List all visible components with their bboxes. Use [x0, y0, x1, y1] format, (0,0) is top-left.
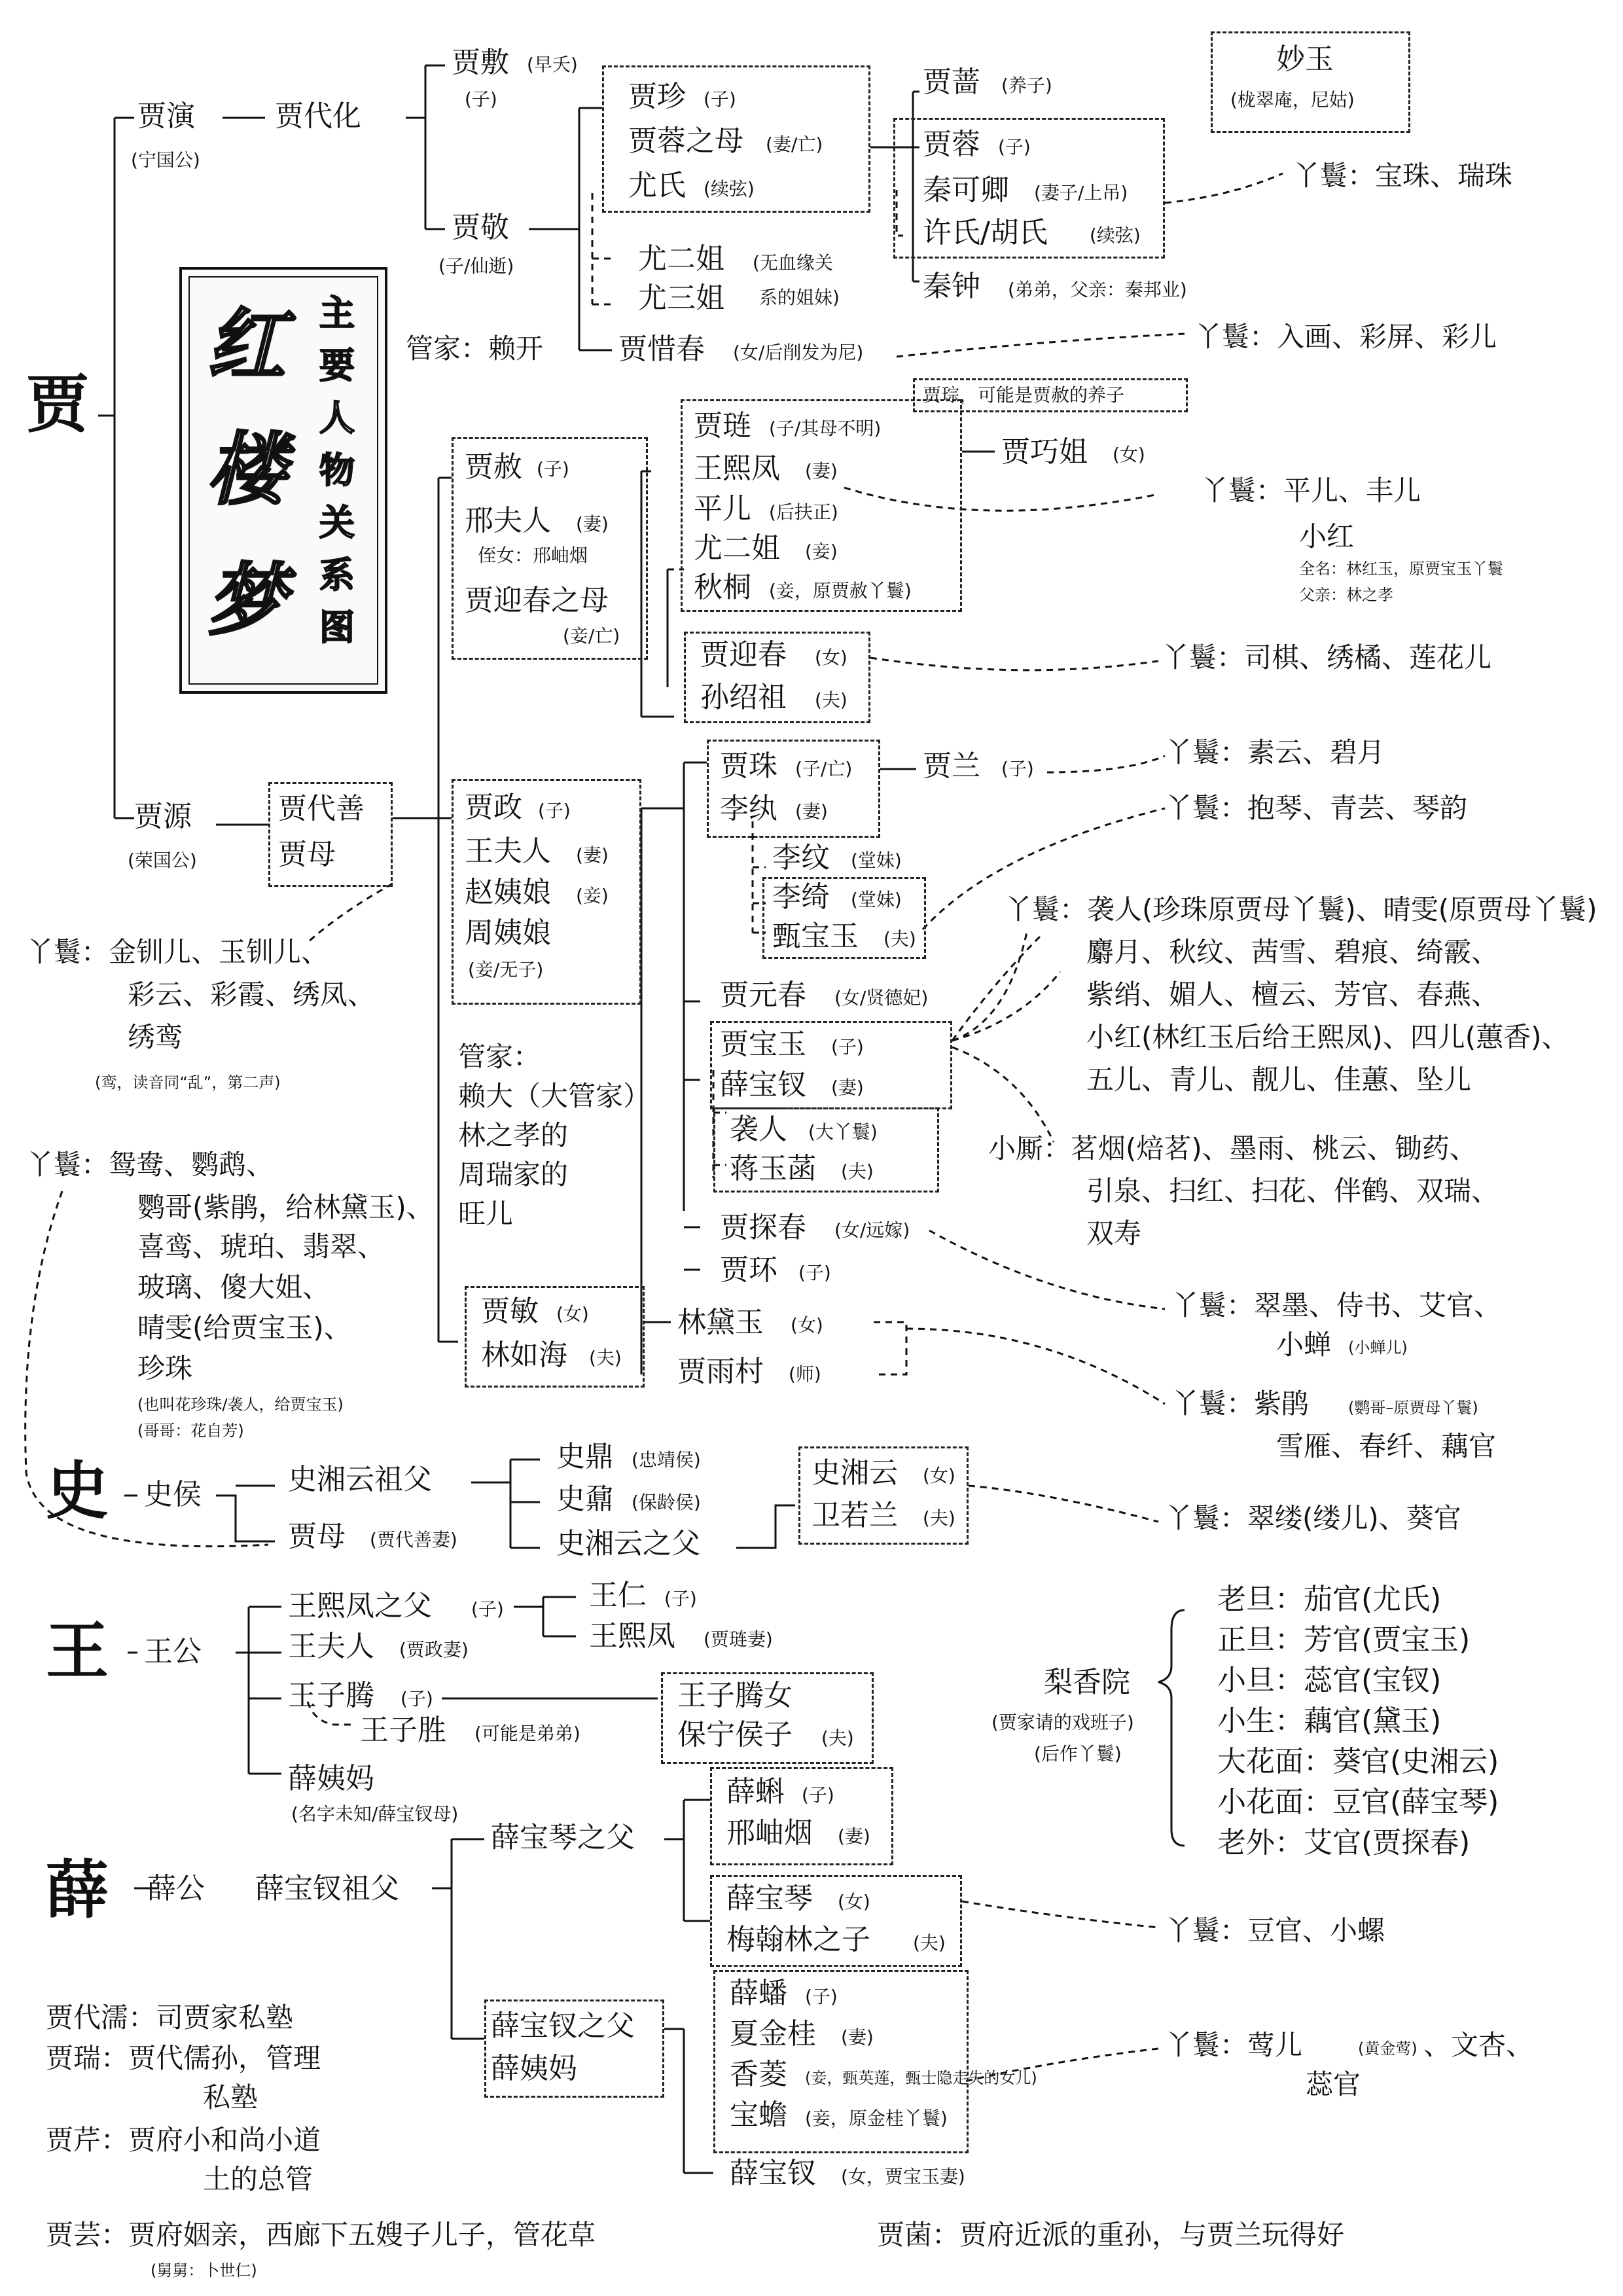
note-jiarui: 贾瑞：贾代儒孙，管理 — [46, 2042, 321, 2074]
person-liqi: 李绮 — [772, 880, 830, 914]
maids: 晴雯(给贾宝玉)、 — [137, 1312, 351, 1344]
steward: 周瑞家的 — [458, 1158, 569, 1191]
person-xiaohong: 小红 — [1299, 520, 1355, 552]
note: (续弦) — [704, 178, 755, 200]
subtitle-char: 关 — [319, 501, 355, 543]
maids: 丫鬟：入画、彩屏、彩儿 — [1194, 321, 1497, 353]
person-wangren: 王仁 — [589, 1579, 647, 1612]
note-jiayun: 贾芸：贾府姻亲，西廊下五嫂子儿子，管花草 — [46, 2219, 596, 2251]
person-jiayan: 贾演 — [137, 99, 195, 133]
note: (子) — [538, 800, 571, 821]
note: (妾，原贾赦丫鬟) — [769, 580, 912, 601]
note: (妻) — [576, 844, 609, 866]
note: (妾) — [576, 885, 609, 906]
note: (子) — [704, 88, 736, 110]
troupe-role: 小花面：豆官(薛宝琴) — [1217, 1785, 1499, 1819]
note: (夫) — [923, 1507, 955, 1529]
note: (小蝉儿) — [1348, 1338, 1408, 1357]
note: 父亲：林之孝 — [1299, 586, 1393, 604]
troupe-role: 大花面：葵官(史湘云) — [1217, 1745, 1499, 1778]
note: 侄女：邢岫烟 — [478, 545, 588, 566]
person-zhaoyiniang: 赵姨娘 — [465, 876, 551, 909]
person-linruhai: 林如海 — [481, 1338, 567, 1372]
person-wangfuren-w: 王夫人 — [288, 1630, 374, 1663]
person-baochai-father: 薛宝钗之父 — [491, 2009, 635, 2043]
person-zhouyiniang: 周姨娘 — [465, 916, 551, 950]
note: (子) — [1001, 758, 1034, 780]
note: (妾/亡) — [563, 625, 620, 647]
person-xueke: 薛蝌 — [726, 1775, 784, 1808]
person-jialan: 贾兰 — [923, 749, 980, 783]
note: (后扶正) — [769, 501, 838, 523]
person-jiahuan: 贾环 — [720, 1253, 777, 1287]
person-jiazhen: 贾珍 — [628, 80, 686, 113]
person-xuegong: 薛公 — [147, 1872, 205, 1905]
person-sunshaozu: 孙绍祖 — [700, 681, 787, 714]
person-zhenbaoyu: 甄宝玉 — [772, 920, 859, 953]
person-teng-daughter: 王子腾女 — [677, 1679, 793, 1712]
person-xiangyun-father: 史湘云之父 — [556, 1527, 700, 1560]
maids: 彩云、彩霞、绣凤、 — [128, 978, 376, 1011]
note: (子) — [537, 458, 569, 480]
note-jiaqin: 土的总管 — [203, 2163, 313, 2195]
person-xingxiuyan: 邢岫烟 — [726, 1816, 813, 1850]
note: (夫) — [815, 689, 847, 711]
maids: 丫鬟：袭人(珍珠原贾母丫鬟)、晴雯(原贾母丫鬟) — [1005, 893, 1597, 925]
maids: 丫鬟：翠缕(缕儿)、葵官 — [1165, 1502, 1461, 1534]
maids: 丫鬟：莺儿 — [1165, 2029, 1303, 2061]
maids: 丫鬟：平儿、丰儿 — [1201, 475, 1421, 507]
person-you2: 尤二姐 — [638, 242, 724, 276]
note: (妾，甄英莲，甄士隐走失的女儿) — [805, 2069, 1037, 2087]
person-wangziteng: 王子腾 — [288, 1679, 374, 1712]
person-xiajingui: 夏金桂 — [730, 2017, 816, 2051]
person-daiyu: 林黛玉 — [677, 1306, 764, 1339]
troupe-role: 老外：艾官(贾探春) — [1217, 1826, 1471, 1859]
note: (女) — [923, 1465, 955, 1486]
person-jiafu: 贾敷 — [452, 46, 509, 79]
person-baochai: 薛宝钗 — [720, 1068, 806, 1102]
subtitle-char: 主 — [319, 292, 355, 334]
maids: 麝月、秋纹、茜雪、碧痕、绮霰、 — [1086, 936, 1499, 968]
person-yingchun-mother: 贾迎春之母 — [465, 584, 609, 617]
person-weiruolan: 卫若兰 — [812, 1499, 898, 1532]
maids: 雪雁、春纤、藕官 — [1276, 1430, 1497, 1462]
person-xiren: 袭人 — [730, 1113, 787, 1146]
note: (子) — [998, 136, 1031, 158]
maids: 丫鬟：抱琴、青芸、琴韵 — [1165, 792, 1468, 824]
title-char: 红 — [207, 299, 285, 391]
maids: 蕊官 — [1306, 2068, 1361, 2100]
note: (妻) — [838, 1825, 870, 1847]
steward: 旺儿 — [458, 1198, 514, 1230]
note-jiajun: 贾菌：贾府近派的重孙，与贾兰玩得好 — [877, 2219, 1345, 2251]
pageboys: 引泉、扫红、扫花、伴鹤、双瑞、 — [1086, 1175, 1499, 1207]
note: (女) — [791, 1314, 823, 1336]
person-qinzhong: 秦钟 — [923, 270, 980, 303]
note: (鸾，读音同“乱”，第二声) — [95, 1073, 281, 1092]
person-jiazhu: 贾珠 — [720, 749, 777, 783]
note: (早夭) — [527, 54, 578, 75]
note: 贾琮，可能是贾赦的养子 — [923, 384, 1125, 406]
note: (子) — [805, 1986, 838, 2007]
note: (子) — [831, 1036, 864, 1058]
note: (夫) — [821, 1727, 854, 1749]
maids: 喜鸾、琥珀、翡翠、 — [137, 1230, 385, 1263]
person-youshi: 尤氏 — [628, 169, 686, 202]
note-jiaqin: 贾芹：贾府小和尚小道 — [46, 2124, 321, 2156]
note-jiarui: 私塾 — [203, 2081, 259, 2113]
person-liwan: 李纨 — [720, 792, 777, 825]
note: (哥哥：花自芳) — [137, 1422, 244, 1440]
steward: 赖大（大管家） — [458, 1080, 651, 1112]
note: (夫) — [589, 1347, 622, 1369]
person-jiadaishan: 贾代善 — [278, 792, 365, 825]
note: (子/亡) — [795, 758, 853, 780]
maids: 紫绡、媚人、檀云、芳官、春燕、 — [1086, 978, 1499, 1011]
title-char: 楼 — [207, 423, 285, 516]
person-jiazheng: 贾政 — [465, 791, 522, 824]
note: (妻) — [795, 800, 828, 822]
troupe-role: 老旦：茄官(尤氏) — [1217, 1583, 1442, 1616]
surname-jia: 贾 — [26, 367, 89, 441]
person-jiamu-shi: 贾母 — [288, 1520, 346, 1553]
troupe-role: 小生：藕官(黛玉) — [1217, 1704, 1442, 1738]
note-jiadairu: 贾代濡：司贾家私塾 — [46, 2001, 294, 2034]
maids: 玻璃、傻大姐、 — [137, 1271, 330, 1303]
steward: 管家： — [458, 1041, 541, 1073]
person-baoqin: 薛宝琴 — [726, 1882, 813, 1915]
person-shinai: 史鼐 — [556, 1482, 614, 1516]
surname-wang: 王 — [46, 1614, 109, 1688]
note: (贾琏妻) — [704, 1628, 773, 1650]
note: (子) — [471, 1598, 504, 1620]
person-jiajing: 贾敬 — [452, 211, 509, 244]
note: (保龄侯) — [632, 1492, 701, 1513]
subtitle-char: 系 — [319, 554, 355, 596]
troupe-role: 小旦：蕊官(宝钗) — [1217, 1664, 1442, 1697]
surname-shi: 史 — [46, 1454, 109, 1528]
note: (可能是弟弟) — [474, 1723, 580, 1744]
note: (宁国公) — [131, 149, 200, 171]
person-xiangling: 香菱 — [730, 2058, 787, 2091]
note: (也叫花珍珠/袭人，给贾宝玉) — [137, 1395, 344, 1414]
note: (弟弟，父亲：秦邦业) — [1008, 279, 1187, 300]
note: (贾家请的戏班子) — [991, 1712, 1134, 1733]
maids: 鹦哥(紫鹃，给林黛玉)、 — [137, 1191, 434, 1223]
note: (女) — [815, 647, 847, 668]
maids: 五儿、青儿、靓儿、佳蕙、坠儿 — [1086, 1064, 1472, 1096]
note: (子) — [802, 1784, 834, 1806]
note: (妻) — [831, 1077, 864, 1098]
person-baochai-x: 薛宝钗 — [730, 2157, 816, 2190]
lixiangyuan: 梨香院 — [1044, 1666, 1130, 1699]
person-qiaojie: 贾巧姐 — [1001, 435, 1088, 469]
person-baoqin-father: 薛宝琴之父 — [491, 1821, 635, 1854]
maids: 、文杏、 — [1423, 2029, 1534, 2061]
note: (夫) — [913, 1932, 946, 1954]
person-jiarong: 贾蓉 — [923, 128, 980, 161]
person-you3: 尤三姐 — [638, 281, 724, 315]
person-yingchun: 贾迎春 — [700, 638, 787, 672]
person-jiayucun: 贾雨村 — [677, 1355, 764, 1388]
note: (子) — [465, 88, 497, 110]
note: (夫) — [883, 928, 916, 950]
person-pinger: 平儿 — [694, 492, 751, 526]
person-xueyima-w: 薛姨妈 — [288, 1762, 374, 1795]
note: (贾代善妻) — [370, 1529, 457, 1551]
maids: 丫鬟：司棋、绣橘、莲花儿 — [1162, 641, 1492, 673]
person-xichun: 贾惜春 — [618, 332, 705, 366]
person-xuhu: 许氏/胡氏 — [923, 216, 1048, 249]
person-xiaochan: 小蝉 — [1276, 1329, 1332, 1361]
subtitle-char: 图 — [319, 606, 355, 648]
note: (鹦哥–原贾母丫鬟) — [1348, 1399, 1478, 1417]
note: (舅舅：卜世仁) — [151, 2261, 257, 2280]
note: (栊翠庵，尼姑) — [1230, 89, 1355, 111]
note: (堂妹) — [851, 889, 902, 910]
note: (妾) — [805, 541, 838, 562]
note: (妻/亡) — [766, 134, 823, 155]
person-shihou: 史侯 — [144, 1478, 202, 1511]
person-xifeng-father: 王熙凤之父 — [288, 1589, 432, 1623]
person-wangzisheng: 王子胜 — [360, 1713, 446, 1747]
note: (子/仙逝) — [438, 255, 514, 277]
note: (名字未知/薛宝钗母) — [291, 1803, 459, 1825]
maids: 丫鬟：素云、碧月 — [1165, 736, 1385, 768]
note: (夫) — [841, 1160, 874, 1182]
person-shiding: 史鼎 — [556, 1440, 614, 1473]
note: (妾/无子) — [468, 959, 544, 980]
person-xiangyun-grandpa: 史湘云祖父 — [288, 1463, 432, 1496]
person-wangxifeng-w: 王熙凤 — [589, 1619, 675, 1653]
maids: 丫鬟：豆官、小螺 — [1165, 1914, 1385, 1946]
subtitle-char: 人 — [319, 397, 355, 439]
note: 系的姐妹) — [759, 287, 840, 308]
pageboys: 小厮：茗烟(焙茗)、墨雨、桃云、锄药、 — [988, 1132, 1477, 1164]
note: (荣国公) — [128, 850, 197, 871]
note: (师) — [789, 1363, 821, 1385]
person-you2b: 尤二姐 — [694, 531, 780, 565]
maids: 丫鬟：紫鹃 — [1171, 1388, 1310, 1420]
person-jiarong-mother: 贾蓉之母 — [628, 124, 743, 158]
note: (后作丫鬟) — [1034, 1743, 1122, 1765]
note: (女/后削发为尼) — [733, 342, 864, 363]
maids: 珍珠 — [137, 1352, 193, 1384]
maids: 丫鬟：鸳鸯、鹦鹉、 — [26, 1149, 274, 1181]
person-xuepan: 薛蟠 — [730, 1977, 787, 2010]
person-wangfuren: 王夫人 — [465, 834, 551, 868]
person-miaoyu: 妙玉 — [1276, 43, 1334, 76]
person-qiutong: 秋桐 — [694, 571, 751, 604]
person-jiangyuhan: 蒋玉菡 — [730, 1152, 816, 1185]
note: (妾，原金桂丫鬟) — [805, 2108, 948, 2129]
steward: 管家：赖开 — [406, 332, 544, 365]
person-xingfuren: 邢夫人 — [465, 504, 551, 537]
note: (子) — [798, 1262, 831, 1283]
note: (贾政妻) — [399, 1639, 469, 1660]
note: (堂妹) — [851, 850, 902, 871]
person-yuanchun: 贾元春 — [720, 978, 806, 1012]
note: (女) — [1113, 444, 1145, 465]
note: (女/贤德妃) — [834, 987, 929, 1009]
person-jiashe: 贾赦 — [465, 450, 522, 484]
note: (女) — [838, 1891, 870, 1912]
person-jiayuan: 贾源 — [134, 800, 192, 833]
person-meison: 梅翰林之子 — [726, 1923, 870, 1956]
note: (妻) — [576, 513, 609, 535]
pageboys: 双寿 — [1086, 1217, 1142, 1249]
title-char: 梦 — [207, 554, 285, 647]
note: (子) — [401, 1688, 433, 1710]
person-tanchun: 贾探春 — [720, 1211, 806, 1244]
note: 全名：林红玉，原贾宝玉丫鬟 — [1299, 560, 1503, 578]
maids: 小红(林红玉后给王熙凤)、四儿(蕙香)、 — [1086, 1021, 1569, 1053]
note: (养子) — [1001, 75, 1052, 96]
person-jiamin: 贾敏 — [481, 1295, 539, 1328]
person-xueyima-x: 薛姨妈 — [491, 2052, 577, 2085]
person-jiamu: 贾母 — [278, 838, 336, 871]
person-wanggong: 王公 — [144, 1635, 202, 1668]
note: (女/远嫁) — [834, 1219, 910, 1241]
note: (子) — [664, 1588, 697, 1609]
subtitle-char: 物 — [319, 449, 355, 491]
note: (女) — [556, 1303, 589, 1325]
subtitle-char: 要 — [319, 344, 355, 386]
person-qinkeqing: 秦可卿 — [923, 173, 1009, 207]
person-baoyu: 贾宝玉 — [720, 1028, 806, 1061]
note: (续弦) — [1090, 224, 1141, 246]
title-plaque — [179, 267, 387, 694]
steward: 林之孝的 — [458, 1119, 569, 1151]
note: (大丫鬟) — [808, 1121, 878, 1143]
note: (黄金莺) — [1358, 2039, 1418, 2058]
note: (忠靖侯) — [632, 1449, 701, 1471]
person-xiangyun: 史湘云 — [812, 1456, 898, 1490]
note: (妻子/上吊) — [1034, 182, 1128, 204]
maids: 丫鬟：翠墨、侍书、艾官、 — [1171, 1289, 1502, 1321]
maids: 丫鬟：金钏儿、玉钏儿、 — [26, 936, 329, 968]
person-baochai-grandpa: 薛宝钗祖父 — [255, 1872, 399, 1905]
note: (女，贾宝玉妻) — [841, 2166, 965, 2187]
note: (妻) — [805, 460, 838, 482]
person-liwen: 李纹 — [772, 841, 830, 874]
surname-xue: 薛 — [46, 1853, 109, 1927]
maids: 丫鬟：宝珠、瑞珠 — [1293, 160, 1513, 192]
person-baochan: 宝蟾 — [730, 2098, 787, 2132]
troupe-role: 正旦：芳官(贾宝玉) — [1217, 1623, 1471, 1657]
person-jiadaihua: 贾代化 — [275, 99, 361, 133]
person-jiaqiang: 贾蔷 — [923, 65, 980, 99]
maids: 绣鸾 — [128, 1021, 183, 1053]
person-jialian: 贾琏 — [694, 409, 751, 442]
note: (妻) — [841, 2026, 874, 2048]
note: (无血缘关 — [753, 252, 833, 274]
note: (子/其母不明) — [769, 418, 882, 439]
person-wangxifeng: 王熙凤 — [694, 452, 780, 485]
person-baoning: 保宁侯子 — [677, 1718, 793, 1751]
